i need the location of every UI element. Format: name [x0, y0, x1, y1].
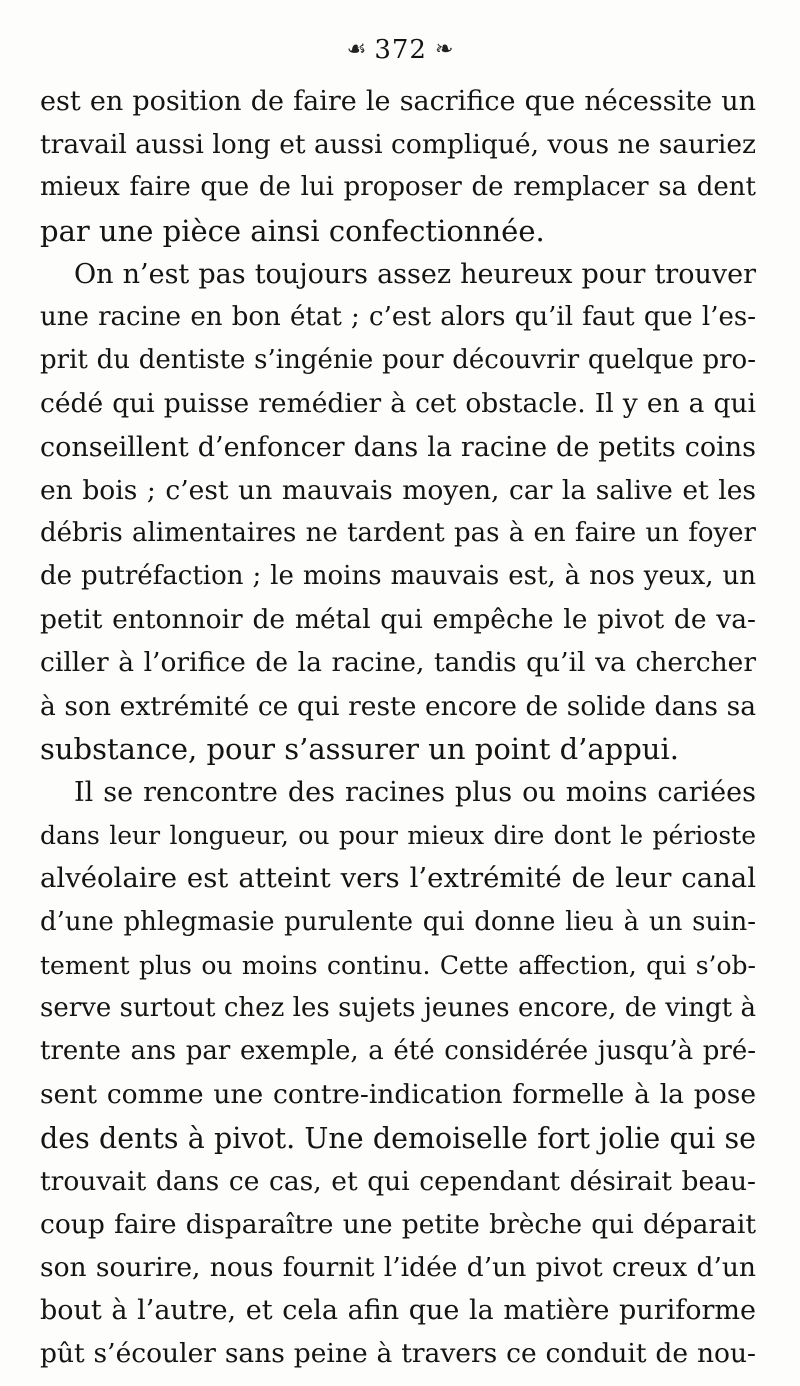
text-line: prit du dentiste s’ingénie pour découvrir quelque pro-	[40, 345, 756, 376]
page-number: 372	[374, 35, 427, 65]
text-line: par une pièce ainsi confectionnée.	[40, 213, 545, 248]
text-line: serve surtout chez les sujets jeunes encore, de vingt à	[40, 992, 756, 1023]
text-line: trente ans par exemple, a été considérée jusqu’à pré-	[40, 1036, 756, 1067]
text-line: dans leur longueur, ou pour mieux dire dont le périoste	[40, 821, 756, 851]
text-line: ciller à l’orifice de la racine, tandis qu’il va chercher	[40, 647, 756, 679]
text-line: est en position de faire le sacrifice que nécessite un	[40, 86, 756, 117]
text-line: Il se rencontre des racines plus ou moins cariées	[74, 777, 756, 808]
text-line: trouvait dans ce cas, et qui cependant désirait beau-	[40, 1165, 756, 1197]
text-line: en bois ; c’est un mauvais moyen, car la salive et les	[40, 474, 756, 506]
text-line: son sourire, nous fournit l’idée d’un pivot creux d’un	[40, 1252, 756, 1284]
text-line: petit entonnoir de métal qui empêche le pivot de va-	[40, 604, 756, 636]
text-line: sent comme une contre-indication formelle à la pose	[40, 1079, 756, 1111]
text-line: tement plus ou moins continu. Cette affection, qui s’ob-	[40, 950, 756, 980]
text-line: une racine en bon état ; c’est alors qu’il faut que l’es-	[40, 301, 756, 332]
text-line: débris alimentaires ne tardent pas à en faire un foyer	[40, 517, 756, 548]
text-line: coup faire disparaître une petite brèche qui déparait	[40, 1208, 756, 1240]
text-line: mieux faire que de lui proposer de remplacer sa dent	[40, 172, 756, 203]
text-line: alvéolaire est atteint vers l’extrémité de leur canal	[40, 862, 756, 895]
text-line: substance, pour s’assurer un point d’appui.	[40, 731, 679, 766]
text-line: bout à l’autre, et cela afin que la matière puriforme	[40, 1295, 756, 1327]
left-ornament-icon: ☙	[346, 37, 367, 62]
page-header	[0, 30, 800, 70]
text-line: d’une phlegmasie purulente qui donne lieu à un suin-	[40, 906, 756, 937]
text-line: On n’est pas toujours assez heureux pour trouver	[74, 258, 756, 290]
text-line: de putréfaction ; le moins mauvais est, à nos yeux, un	[40, 561, 756, 592]
text-line: pût s’écouler sans peine à travers ce conduit de nou-	[40, 1338, 756, 1370]
body-text	[40, 80, 756, 1376]
text-line: travail aussi long et aussi compliqué, vous ne sauriez	[40, 129, 756, 161]
right-ornament-icon: ❧	[434, 37, 454, 62]
text-line: cédé qui puisse remédier à cet obstacle. Il y en a qui	[40, 388, 756, 420]
text-line: des dents à pivot. Une demoiselle fort jolie qui se	[40, 1121, 756, 1155]
text-line: conseillent d’enfoncer dans la racine de petits coins	[40, 431, 756, 463]
text-line: à son extrémité ce qui reste encore de solide dans sa	[40, 690, 756, 722]
